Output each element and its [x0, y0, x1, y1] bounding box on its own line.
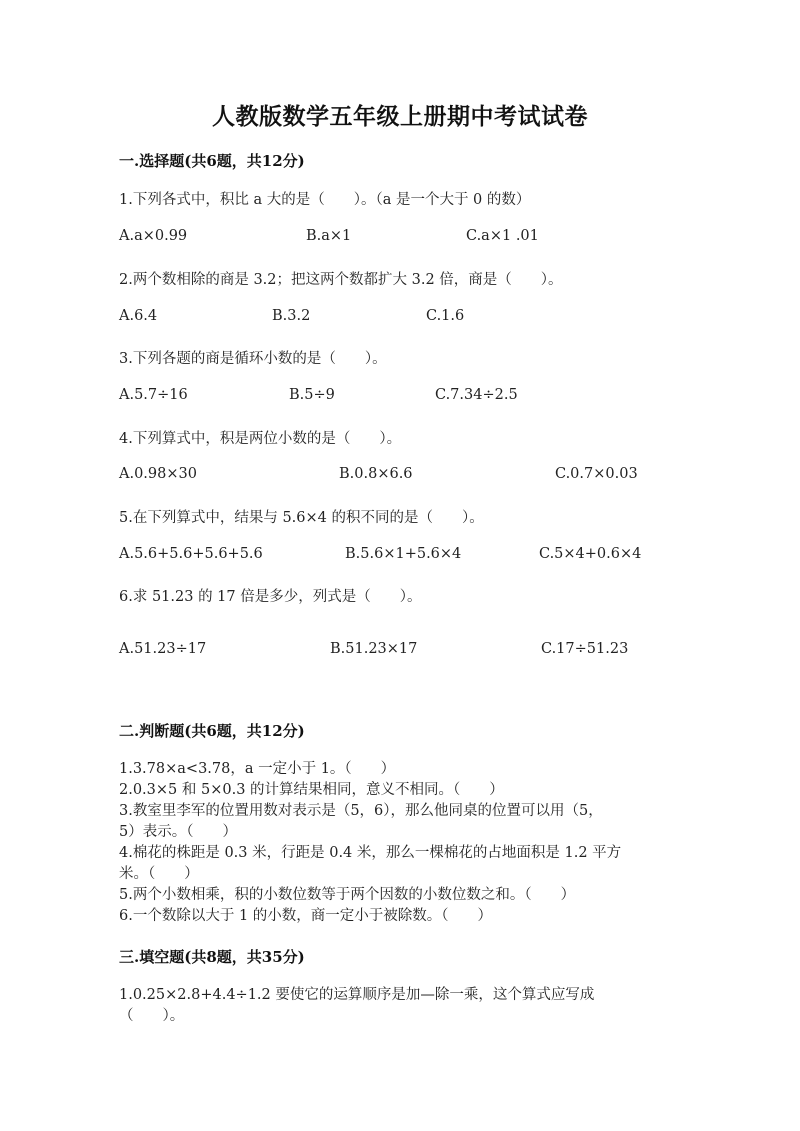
fill-line-1: 1.0.25×2.8+4.4÷1.2 要使它的运算顺序是加—除一乘，这个算式应写成 — [119, 987, 595, 1003]
option-b: B.51.23×17 — [330, 641, 418, 657]
fill-line-1-cont: （ ）。 — [119, 1008, 185, 1024]
option-a: A.6.4 — [119, 308, 158, 324]
option-c: C.1.6 — [426, 308, 465, 324]
option-b: B.5÷9 — [289, 387, 335, 403]
judge-line-4-cont: 米。（ ） — [119, 866, 199, 882]
choice-options-4 — [119, 466, 679, 486]
choice-options-3 — [119, 387, 679, 407]
judge-line-2: 2.0.3×5 和 5×0.3 的计算结果相同，意义不相同。（ ） — [119, 782, 504, 798]
choice-question-3: 3.下列各题的商是循环小数的是（ ）。 — [119, 351, 387, 367]
judge-line-4: 4.棉花的株距是 0.3 米，行距是 0.4 米，那么一棵棉花的占地面积是 1.2 平方 — [119, 845, 622, 861]
option-a: A.a×0.99 — [119, 228, 188, 244]
option-c: C.5×4+0.6×4 — [539, 546, 642, 562]
option-a: A.5.7÷16 — [119, 387, 188, 403]
option-b: B.a×1 — [306, 228, 352, 244]
exam-title: 人教版数学五年级上册期中考试试卷 — [212, 103, 588, 130]
option-c: C.17÷51.23 — [541, 641, 629, 657]
choice-options-5 — [119, 546, 679, 566]
option-a: A.5.6+5.6+5.6+5.6 — [119, 546, 263, 562]
option-c: C.a×1 .01 — [466, 228, 539, 244]
choice-question-6: 6.求 51.23 的 17 倍是多少，列式是（ ）。 — [119, 589, 422, 605]
judge-line-3: 3.教室里李军的位置用数对表示是（5，6），那么他同桌的位置可以用（5， — [119, 803, 603, 819]
judge-line-1: 1.3.78×a<3.78，a 一定小于 1。（ ） — [119, 761, 396, 777]
judge-line-3-cont: 5）表示。（ ） — [119, 824, 237, 840]
section-header-fill: 三.填空题(共8题，共35分) — [119, 948, 305, 966]
option-b: B.5.6×1+5.6×4 — [345, 546, 462, 562]
section-header-choice: 一.选择题(共6题，共12分) — [119, 152, 305, 170]
choice-options-6 — [119, 641, 679, 661]
option-a: A.0.98×30 — [119, 466, 197, 482]
option-a: A.51.23÷17 — [119, 641, 207, 657]
choice-question-1: 1.下列各式中，积比 a 大的是（ ）。（a 是一个大于 0 的数） — [119, 192, 531, 208]
option-b: B.0.8×6.6 — [339, 466, 413, 482]
option-c: C.7.34÷2.5 — [435, 387, 518, 403]
choice-question-5: 5.在下列算式中，结果与 5.6×4 的积不同的是（ ）。 — [119, 510, 484, 526]
judge-line-6: 6.一个数除以大于 1 的小数，商一定小于被除数。（ ） — [119, 908, 493, 924]
option-b: B.3.2 — [272, 308, 311, 324]
choice-question-2: 2.两个数相除的商是 3.2；把这两个数都扩大 3.2 倍，商是（ ）。 — [119, 272, 563, 288]
choice-options-1 — [119, 228, 679, 248]
section-header-judge: 二.判断题(共6题，共12分) — [119, 722, 305, 740]
choice-question-4: 4.下列算式中，积是两位小数的是（ ）。 — [119, 431, 402, 447]
judge-line-5: 5.两个小数相乘，积的小数位数等于两个因数的小数位数之和。（ ） — [119, 887, 576, 903]
option-c: C.0.7×0.03 — [555, 466, 638, 482]
choice-options-2 — [119, 308, 679, 328]
